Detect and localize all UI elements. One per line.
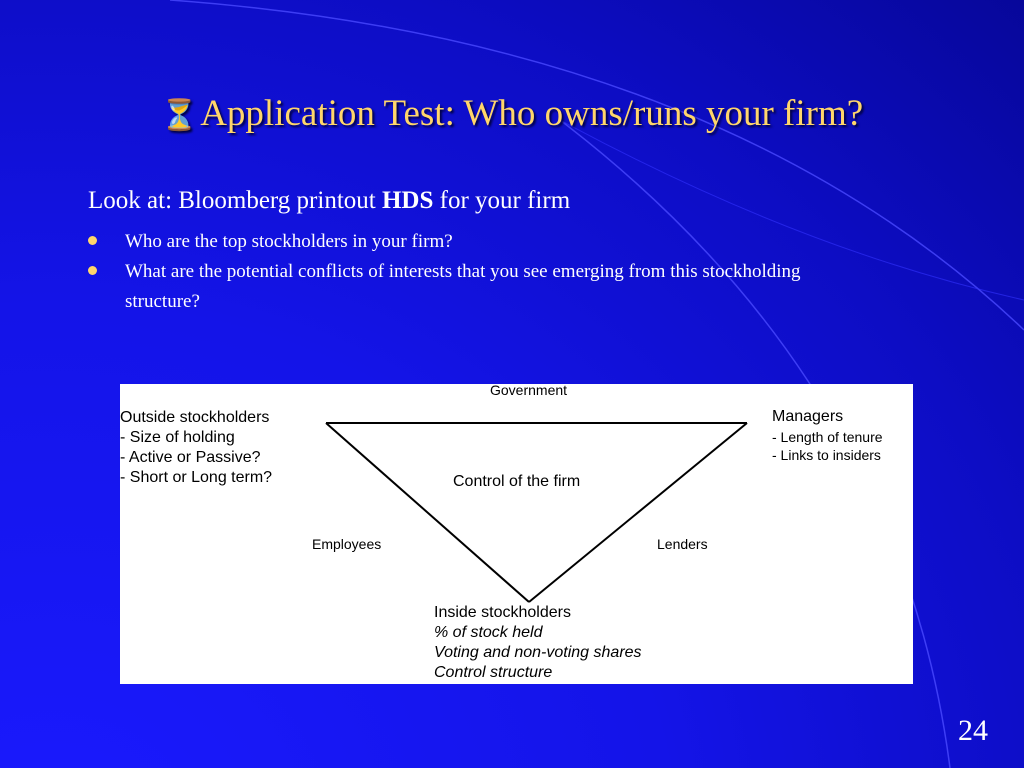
- bullet-dot-icon: [88, 266, 97, 275]
- page-number: 24: [958, 714, 988, 747]
- bullet-item: Who are the top stockholders in your firm?: [88, 227, 848, 257]
- bullet-dot-icon: [88, 236, 97, 245]
- managers-item: - Length of tenure: [772, 429, 883, 445]
- outside-item: - Short or Long term?: [120, 469, 273, 486]
- employees-label: Employees: [312, 536, 382, 552]
- outside-item: - Active or Passive?: [120, 449, 261, 466]
- outside-item: - Size of holding: [120, 429, 235, 446]
- inside-item: % of stock held: [434, 624, 543, 641]
- inside-stockholders-block: [434, 603, 642, 683]
- lead-text: Look at: Bloomberg printout HDS for your firm: [88, 187, 571, 214]
- control-diagram: [120, 384, 913, 684]
- inside-item: Voting and non-voting shares: [434, 644, 642, 661]
- inside-item: Control structure: [434, 664, 553, 681]
- managers-block: [772, 408, 883, 464]
- inside-title: Inside stockholders: [434, 604, 571, 621]
- bullet-item: What are the potential conflicts of interests that you see emerging from this stockholding structure?: [88, 257, 848, 317]
- outside-stockholders-block: [120, 408, 272, 488]
- managers-title: Managers: [772, 408, 844, 425]
- lenders-label: Lenders: [657, 536, 708, 552]
- center-label: Control of the firm: [453, 473, 581, 490]
- outside-title: Outside stockholders: [120, 409, 270, 426]
- slide-title: ⏳Application Test: Who owns/runs your firm?: [160, 93, 864, 134]
- hourglass-icon: ⏳: [160, 99, 199, 132]
- managers-item: - Links to insiders: [772, 447, 881, 463]
- lead-bold: HDS: [381, 187, 434, 214]
- bullet-list: [88, 227, 848, 317]
- government-label: Government: [490, 382, 568, 398]
